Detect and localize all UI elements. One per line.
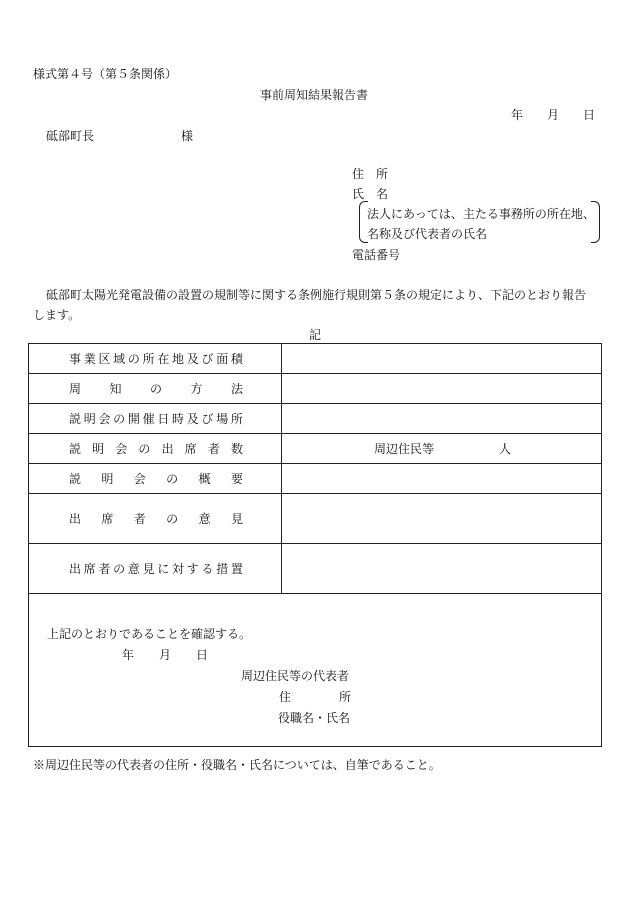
row-value-meeting-datetime-place[interactable]	[282, 404, 602, 434]
row-label-meeting-summary: 説 明 会 の 概 要	[29, 464, 282, 494]
ki-heading: 記	[309, 328, 322, 342]
attendee-unit: 人	[499, 442, 512, 456]
representative-label: 周辺住民等の代表者	[241, 669, 350, 683]
row-value-method[interactable]	[282, 374, 602, 404]
confirmation-statement: 上記のとおりであることを確認する。	[47, 627, 252, 641]
body-text-line1: 砥部町太陽光発電設備の設置の規制等に関する条例施行規則第５条の規定により、下記のとおり報告	[46, 288, 587, 302]
row-label-attendee-count: 説 明 会 の 出 席 者 数	[29, 434, 282, 464]
table-row	[29, 464, 602, 494]
applicant-address-label: 住 所	[352, 167, 389, 181]
row-label-response-measures: 出 席 者 の 意 見 に 対 す る 措 置	[29, 544, 282, 594]
confirmation-day: 日	[196, 648, 209, 662]
applicant-note-line1: 法人にあっては、主たる事務所の所在地、	[367, 207, 595, 221]
row-label-method: 周 知 の 方 法	[29, 374, 282, 404]
applicant-note-line2: 名称及び代表者の氏名	[367, 227, 488, 241]
table-row	[29, 374, 602, 404]
row-value-response-measures[interactable]	[282, 544, 602, 594]
table-row	[29, 434, 602, 464]
row-value-area[interactable]	[282, 344, 602, 374]
representative-title-name-label: 役職名・氏名	[278, 711, 351, 725]
table-row	[29, 344, 602, 374]
row-value-attendee-count[interactable]	[282, 434, 602, 464]
date-year: 年	[511, 108, 524, 122]
report-table	[28, 343, 602, 747]
row-label-attendee-opinions: 出 席 者 の 意 見	[29, 494, 282, 544]
table-row	[29, 544, 602, 594]
representative-address-label: 住	[279, 690, 292, 704]
row-label-area: 事 業 区 域 の 所 在 地 及 び 面 積	[29, 344, 282, 374]
date-day: 日	[583, 108, 596, 122]
addressee-honorific: 様	[181, 129, 194, 143]
applicant-phone-label: 電話番号	[352, 248, 401, 262]
attendee-residents-label: 周辺住民等	[374, 442, 435, 456]
row-value-attendee-opinions[interactable]	[282, 494, 602, 544]
row-label-meeting-datetime-place: 説 明 会 の 開 催 日 時 及 び 場 所	[29, 404, 282, 434]
representative-address-label-2: 所	[339, 690, 352, 704]
footnote: ※周辺住民等の代表者の住所・役職名・氏名については、自筆であること。	[33, 758, 441, 772]
row-value-meeting-summary[interactable]	[282, 464, 602, 494]
page-title: 事前周知結果報告書	[260, 88, 369, 102]
table-row	[29, 404, 602, 434]
confirmation-month: 月	[159, 648, 172, 662]
form-number: 様式第４号（第５条関係）	[33, 67, 178, 81]
table-row	[29, 494, 602, 544]
table-row	[29, 594, 602, 747]
applicant-name-label: 氏 名	[352, 187, 389, 201]
confirmation-section	[29, 594, 602, 747]
body-text-line2: します。	[33, 308, 81, 322]
confirmation-year: 年	[122, 648, 135, 662]
date-month: 月	[547, 108, 560, 122]
addressee-name: 砥部町長	[46, 129, 95, 143]
